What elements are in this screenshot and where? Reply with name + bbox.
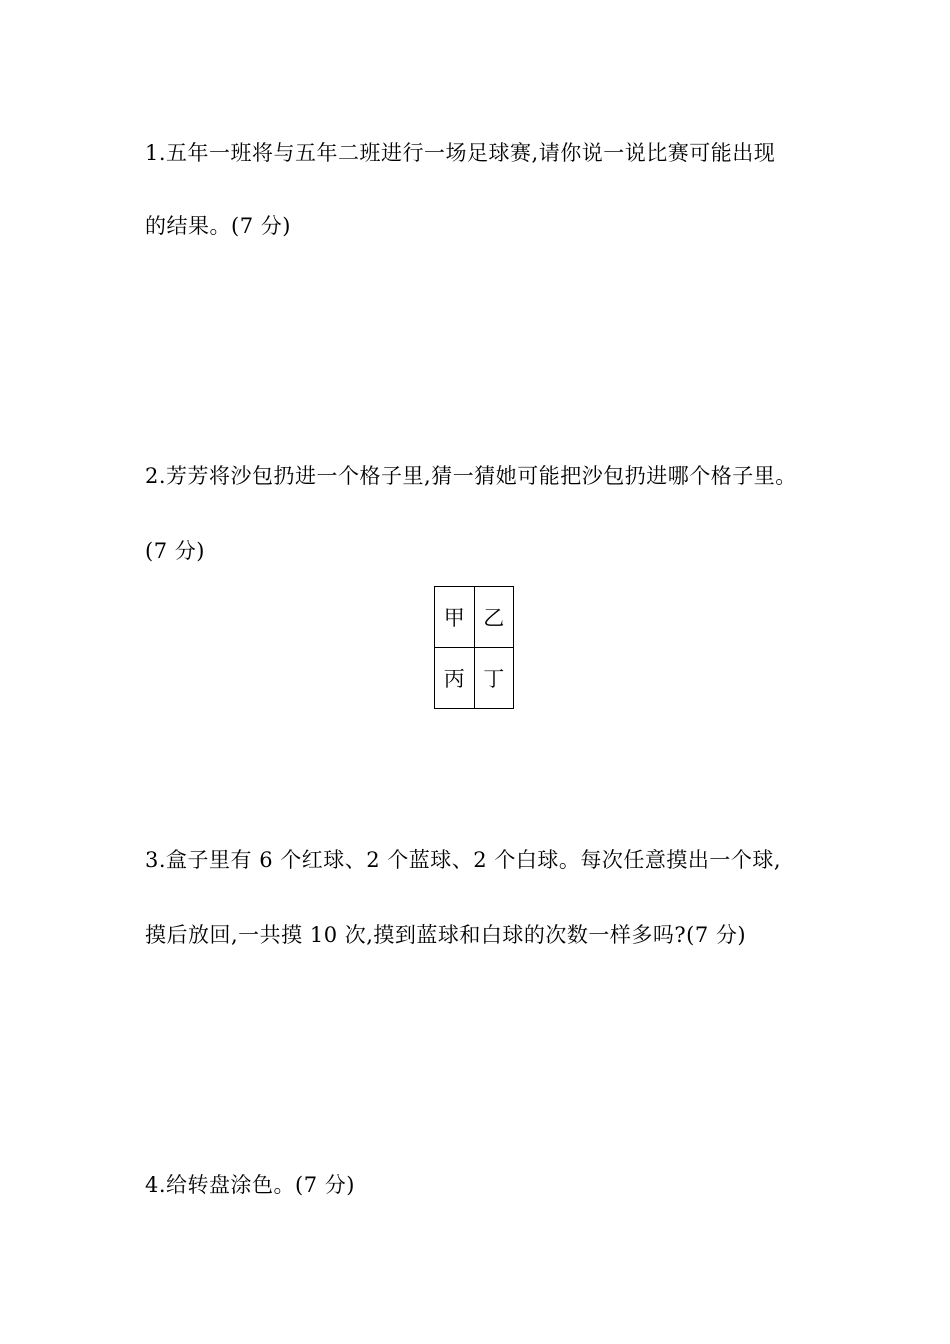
grid-cell-yi: 乙	[474, 587, 514, 648]
grid-row	[435, 587, 514, 648]
question-3-text-line-1: 3.盒子里有 6 个红球、2 个蓝球、2 个白球。每次任意摸出一个球,	[145, 848, 781, 872]
grid-diagram	[434, 586, 514, 709]
question-4-text-line-1: 4.给转盘涂色。(7 分)	[145, 1173, 355, 1197]
question-2-text-line-1: 2.芳芳将沙包扔进一个格子里,猜一猜她可能把沙包扔进哪个格子里。	[145, 464, 797, 488]
grid-cell-jia: 甲	[435, 587, 475, 648]
question-1-text-line-2: 的结果。(7 分)	[145, 214, 291, 238]
grid-cell-ding: 丁	[474, 648, 514, 709]
question-2-text-line-2: (7 分)	[145, 539, 205, 563]
grid-cell-bing: 丙	[435, 648, 475, 709]
question-3-text-line-2: 摸后放回,一共摸 10 次,摸到蓝球和白球的次数一样多吗?(7 分)	[145, 923, 747, 947]
grid-row	[435, 648, 514, 709]
question-1-text-line-1: 1.五年一班将与五年二班进行一场足球赛,请你说一说比赛可能出现	[145, 141, 776, 165]
